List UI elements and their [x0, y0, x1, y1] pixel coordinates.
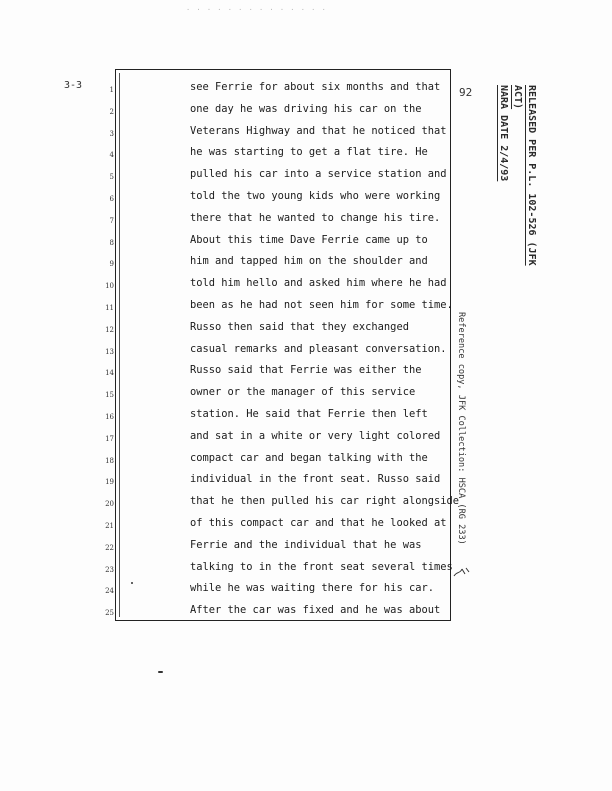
transcript-line: individual in the front seat. Russo said	[190, 473, 441, 486]
line-number: 8	[109, 238, 114, 247]
transcript-line: that he then pulled his car right alongside	[190, 495, 459, 508]
transcript-line: told the two young kids who were working	[190, 189, 441, 202]
transcript-line: Veterans Highway and that he noticed that	[190, 124, 447, 137]
handwritten-mark-icon	[452, 562, 472, 580]
line-number: 23	[105, 565, 114, 574]
margin-dot	[131, 582, 133, 584]
transcript-line: while he was waiting there for his car.	[190, 582, 434, 595]
page-number: 92	[459, 86, 473, 99]
transcript-line: owner or the manager of this service	[190, 386, 416, 399]
line-number: 12	[105, 325, 114, 334]
transcript-line: been as he had not seen him for some time.	[190, 298, 453, 311]
line-number: 9	[109, 260, 114, 269]
transcript-line: and sat in a white or very light colored	[190, 429, 441, 442]
line-number: 13	[105, 347, 114, 356]
transcript-line: station. He said that Ferrie then left	[190, 407, 428, 420]
line-number: 19	[105, 478, 114, 487]
line-number: 3	[109, 129, 114, 138]
transcript-line: he was starting to get a flat tire. He	[190, 146, 428, 159]
transcript-line: About this time Dave Ferrie came up to	[190, 233, 428, 246]
line-number: 14	[105, 369, 114, 378]
release-stamp-line-1: RELEASED PER P.L. 102-526 (JFK ACT)	[512, 85, 537, 266]
transcript-line: pulled his car into a service station and	[190, 168, 447, 181]
line-number: 21	[105, 521, 114, 530]
release-stamp	[478, 85, 538, 295]
transcript-line: casual remarks and pleasant conversation.	[190, 342, 447, 355]
top-faint-text: · · · · · · · · · · · · · ·	[186, 6, 327, 14]
page-marker: 3-3	[64, 80, 83, 91]
line-number: 20	[105, 500, 114, 509]
line-number: 10	[105, 282, 114, 291]
transcript-line: see Ferrie for about six months and that	[190, 81, 441, 93]
transcript-line: Russo said that Ferrie was either the	[190, 364, 422, 377]
transcript-line: compact car and began talking with the	[190, 451, 428, 464]
line-number: 11	[105, 303, 114, 312]
line-number: 25	[105, 609, 114, 618]
line-number: 18	[105, 456, 114, 465]
line-number: 17	[105, 434, 114, 443]
release-stamp-line-2: NARA DATE 2/4/93	[498, 85, 509, 182]
line-number: 6	[109, 194, 114, 203]
line-number: 22	[105, 543, 114, 552]
transcript-line: talking to in the front seat several times	[190, 560, 453, 573]
transcript-text	[190, 79, 459, 624]
transcript-line: Ferrie and the individual that he was	[190, 538, 422, 551]
line-number: 15	[105, 391, 114, 400]
transcript-line: After the car was fixed and he was about	[190, 604, 441, 617]
line-number: 4	[109, 151, 114, 160]
transcript-line: told him hello and asked him where he had	[190, 277, 447, 290]
line-number: 24	[105, 587, 114, 596]
transcript-line: there that he wanted to change his tire.	[190, 211, 441, 224]
line-number: 5	[109, 173, 114, 182]
line-number: 7	[109, 216, 114, 225]
line-number-column	[96, 84, 114, 629]
transcript-line: of this compact car and that he looked at	[190, 516, 447, 529]
transcript-line: one day he was driving his car on the	[190, 102, 422, 115]
line-number: 16	[105, 412, 114, 421]
line-number: 1	[109, 86, 114, 94]
transcript-line: Russo then said that they exchanged	[190, 320, 409, 333]
bottom-dash	[158, 671, 163, 673]
transcript-line: him and tapped him on the shoulder and	[190, 255, 428, 268]
line-number: 2	[109, 107, 114, 116]
reference-copy-note: Reference copy, JFK Collection: HSCA (RG 233)	[456, 312, 466, 545]
